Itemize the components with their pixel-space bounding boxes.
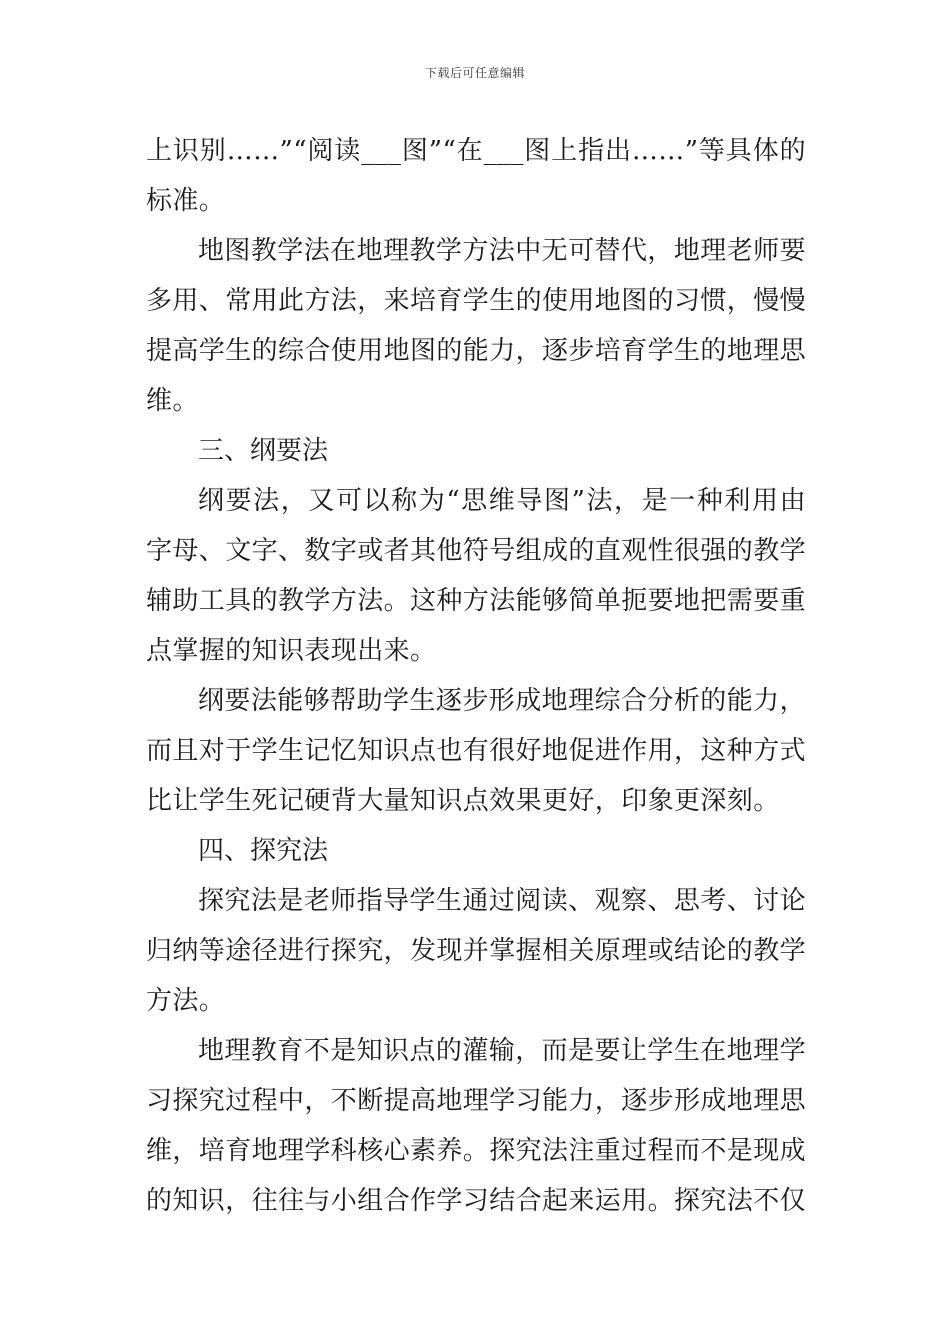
page-header: 下载后可任意编辑 [424,66,525,80]
section-heading-inquiry-method: 四、探究法 [198,836,329,866]
paragraph-inquiry-definition: 探究法是老师指导学生通过阅读、观察、思考、讨论归纳等途径进行探究，发现并掌握相关原理或结论的教学方法。 [146,886,807,1016]
paragraph-outline-benefits: 纲要法能够帮助学生逐步形成地理综合分析的能力，而且对于学生记忆知识点也有很好地促进作用，这种方式比让学生死记硬背大量知识点效果更好，印象更深刻。 [146,686,807,816]
document-body [146,126,806,1226]
paragraph-inquiry-benefits: 地理教育不是知识点的灌输，而是要让学生在地理学习探究过程中，不断提高地理学习能力，逐步形成地理思维，培育地理学科核心素养。探究法注重过程而不是现成的知识，往往与小组合作学习结合起来运用。探究法不仅 [146,1036,807,1216]
paragraph-continuation: 上识别……”“阅读___图”“在___图上指出……”等具体的标准。 [146,136,806,216]
paragraph-outline-definition: 纲要法，又可以称为“思维导图”法，是一种利用由字母、文字、数字或者其他符号组成的直观性很强的教学辅助工具的教学方法。这种方法能够简单扼要地把需要重点掌握的知识表现出来。 [146,486,807,666]
paragraph-map-method: 地图教学法在地理教学方法中无可替代，地理老师要多用、常用此方法，来培育学生的使用地图的习惯，慢慢提高学生的综合使用地图的能力，逐步培育学生的地理思维。 [146,236,807,416]
section-heading-outline-method: 三、纲要法 [198,436,329,466]
